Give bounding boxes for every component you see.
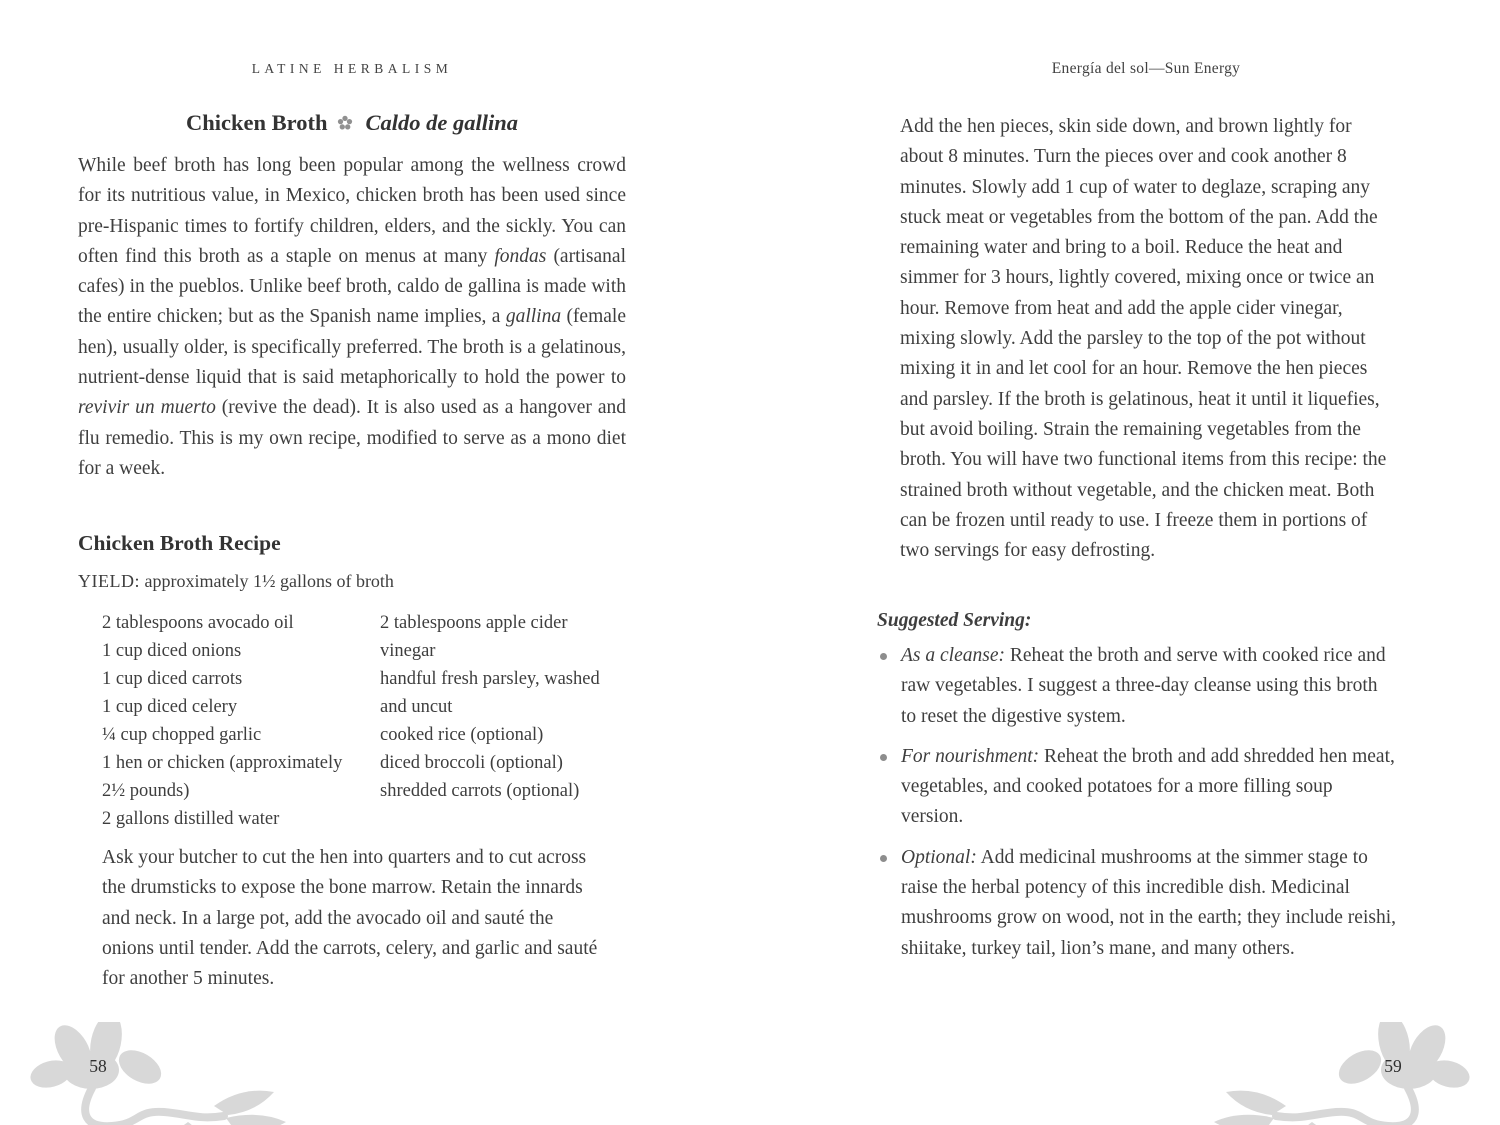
floral-ornament-left — [18, 1022, 328, 1125]
ingredients-column-2 — [380, 609, 626, 833]
serving-item-lead: As a cleanse: — [901, 645, 1005, 666]
ingredient-item: handful fresh parsley, washed and uncut — [380, 669, 600, 717]
serving-item-text: Reheat the broth and add shredded hen meat, vegetables, and cooked potatoes for a more filling soup version. — [901, 745, 1395, 828]
serving-item-cleanse — [877, 641, 1397, 732]
continuation-paragraph: Add the hen pieces, skin side down, and brown lightly for about 8 minutes. Turn the pieces over and cook another 8 minutes. Slowly add 1 cup of water to deglaze, scraping any stuck meat or vegetables from the bottom of the pan. Add the remaining water and bring to a boil. Reduce the heat and simmer for 3 hours, lightly covered, mixing once or twice an hour. Remove from heat and add the apple cider vinegar, mixing slowly. Add the parsley to the top of the pot without mixing it in and let cool for an hour. Remove the hen pieces and parsley. If the broth is gelatinous, heat it until it liquefies, but avoid boiling. Strain the remaining vegetables from the broth. You will have two functional items from this recipe: the strained broth without vegetable, and the chicken meat. Both can be frozen until ready to use. I freeze them in portions of two servings for easy defrosting. — [900, 116, 1387, 562]
ingredient-item: 1 hen or chicken (approximately 2½ pounds) — [102, 753, 343, 801]
yield-label: YIELD: — [78, 571, 140, 591]
ingredient-item: 2 tablespoons avocado oil — [102, 613, 294, 633]
recipe-title — [78, 110, 626, 136]
ingredient-item: 2 gallons distilled water — [102, 809, 280, 829]
page-number-right: 59 — [1384, 1056, 1402, 1076]
ingredient-item: ¼ cup chopped garlic — [102, 725, 262, 745]
recipe-subheading: Chicken Broth Recipe — [78, 531, 281, 555]
serving-heading: Suggested Serving: — [877, 610, 1032, 631]
ingredient-item: 1 cup diced celery — [102, 697, 238, 717]
page-number-left: 58 — [89, 1056, 107, 1076]
serving-list — [877, 641, 1397, 974]
serving-item-lead: For nourishment: — [901, 745, 1040, 767]
serving-item-nourishment — [877, 742, 1397, 833]
recipe-title-spanish: Caldo de gallina — [365, 110, 518, 135]
running-head-right: Energía del sol—Sun Energy — [1051, 60, 1241, 77]
serving-item-optional — [877, 843, 1397, 964]
recipe-title-english: Chicken Broth — [186, 110, 328, 135]
running-head-left: LATINE HERBALISM — [251, 61, 453, 76]
yield-value: approximately 1½ gallons of broth — [144, 571, 394, 591]
ingredient-item: 1 cup diced onions — [102, 641, 242, 661]
ingredient-item: 1 cup diced carrots — [102, 669, 243, 689]
serving-item-text: Add medicinal mushrooms at the simmer stage to raise the herbal potency of this incredible dish. Medicinal mushrooms grow on wood, not in the earth; they include reishi, shiitake, turkey tail, lion’s mane, and many others. — [901, 846, 1397, 959]
serving-item-text: Reheat the broth and serve with cooked rice and raw vegetables. I suggest a three-day cleanse using this broth to reset the digestive system. — [901, 645, 1386, 727]
ingredient-item: 2 tablespoons apple cider vinegar — [380, 613, 568, 661]
serving-item-lead: Optional: — [901, 846, 977, 868]
yield-line — [78, 571, 394, 592]
ingredients-column-1 — [102, 609, 380, 833]
floral-ornament-right — [1172, 1022, 1482, 1125]
ingredient-item: shredded carrots (optional) — [380, 781, 580, 801]
ingredient-item: cooked rice (optional) — [380, 725, 544, 745]
intro-paragraph: While beef broth has long been popular among the wellness crowd for its nutritious value, in Mexico, chicken broth has been used since pre-Hispanic times to fortify children, elders, and the sickly. You can often find this broth as a staple on menus at many fondas (artisanal cafes) in the pueblos. Unlike beef broth, caldo de gallina is made with the entire chicken; but as the Spanish name implies, a gallina (female hen), usually older, is specifically preferred. The broth is a gelatinous, nutrient-dense liquid that is said metaphorically to hold the power to revivir un muerto (revive the dead). It is also used as a hangover and flu remedio. This is my own recipe, modified to serve as a mono diet for a week. — [78, 155, 626, 479]
ingredients-list — [102, 609, 626, 833]
flower-ornament-icon — [337, 111, 353, 137]
ingredient-item: diced broccoli (optional) — [380, 753, 563, 773]
instructions-paragraph: Ask your butcher to cut the hen into quarters and to cut across the drumsticks to expose the bone marrow. Retain the innards and neck. In a large pot, add the avocado oil and sauté the onions until tender. Add the carrots, celery, and garlic and sauté for another 5 minutes. — [102, 847, 598, 990]
